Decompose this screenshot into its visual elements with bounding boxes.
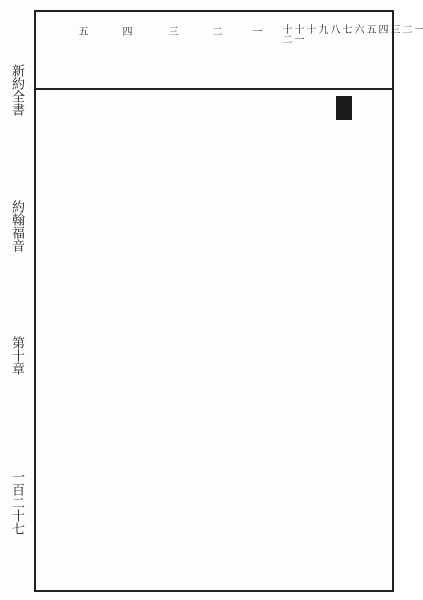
gospel-title: 約翰福音 bbox=[9, 200, 24, 252]
verse-number: 十 bbox=[304, 24, 315, 34]
text-column bbox=[132, 92, 146, 590]
verse-number: 二 bbox=[400, 24, 411, 34]
text-column bbox=[372, 92, 386, 590]
verse-number: 四 bbox=[376, 24, 387, 34]
footnote bbox=[250, 26, 261, 36]
text-column bbox=[260, 92, 274, 590]
text-column bbox=[324, 92, 338, 590]
text-column bbox=[180, 92, 194, 590]
text-column bbox=[148, 92, 162, 590]
text-column bbox=[84, 92, 98, 590]
text-column bbox=[308, 92, 322, 590]
text-column bbox=[340, 92, 354, 590]
text-column bbox=[292, 92, 306, 590]
verse-number-row bbox=[282, 24, 422, 88]
chapter-label: 第十章 bbox=[9, 336, 24, 375]
footnote bbox=[166, 26, 177, 36]
verse-number: 九 bbox=[316, 24, 327, 34]
running-header bbox=[0, 0, 34, 600]
main-text bbox=[62, 92, 390, 590]
verse-number: 七 bbox=[340, 24, 351, 34]
text-column bbox=[164, 92, 178, 590]
verse-number: 十二 bbox=[280, 24, 291, 44]
footnote-marker: 一 bbox=[250, 26, 261, 36]
footnote-marker: 二 bbox=[210, 26, 221, 36]
text-column bbox=[276, 92, 290, 590]
footnote bbox=[76, 26, 87, 36]
footnote bbox=[210, 26, 221, 36]
footnote bbox=[120, 26, 131, 36]
text-column bbox=[356, 92, 370, 590]
verse-number: 三 bbox=[388, 24, 399, 34]
book-title: 新約全書 bbox=[9, 64, 24, 116]
footnote-marker: 四 bbox=[120, 26, 131, 36]
text-column bbox=[228, 92, 242, 590]
footnote-marker: 三 bbox=[166, 26, 177, 36]
text-column bbox=[196, 92, 210, 590]
footnotes bbox=[54, 26, 274, 86]
verse-number: 五 bbox=[364, 24, 375, 34]
page-number: 一百二十七 bbox=[9, 470, 24, 535]
verse-number: 八 bbox=[328, 24, 339, 34]
text-column bbox=[68, 92, 82, 590]
verse-number: 六 bbox=[352, 24, 363, 34]
text-column bbox=[244, 92, 258, 590]
footnote-marker: 五 bbox=[76, 26, 87, 36]
text-column bbox=[100, 92, 114, 590]
verse-number: 十一 bbox=[292, 24, 303, 44]
text-column bbox=[116, 92, 130, 590]
verse-number: 一 bbox=[412, 24, 423, 34]
upper-band bbox=[34, 10, 423, 90]
text-column bbox=[212, 92, 226, 590]
